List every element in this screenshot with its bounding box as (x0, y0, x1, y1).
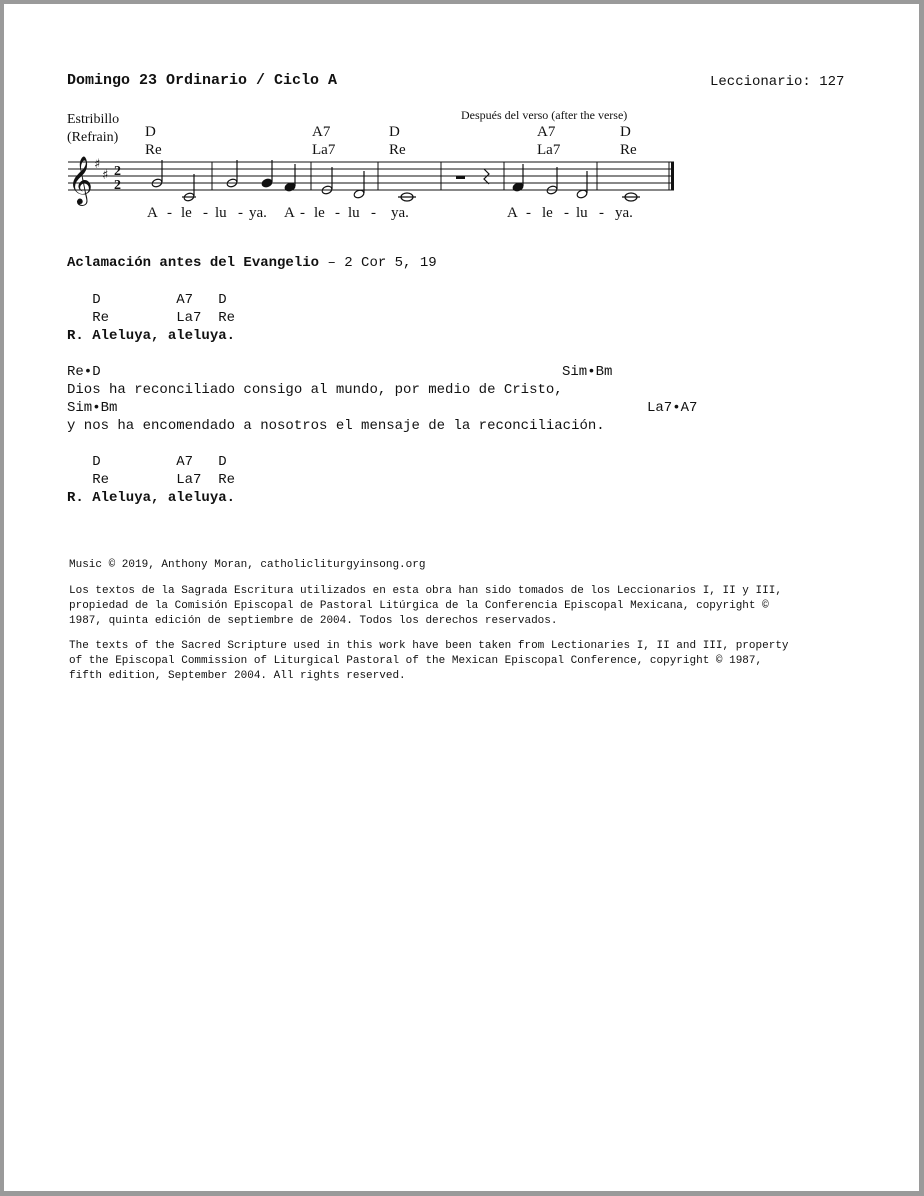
verse-chord: Re•D (67, 364, 101, 380)
verse-chord: La7•A7 (647, 400, 698, 416)
lyric-hyphen: - (564, 205, 569, 221)
lyric-hyphen: - (300, 205, 305, 221)
refrain-label: Estribillo (67, 112, 120, 127)
svg-text:♯: ♯ (102, 168, 109, 183)
chord-es: Re (620, 142, 637, 158)
verse-line: Dios ha reconciliado consigo al mundo, por medio de Cristo, (67, 382, 563, 398)
lyric-syllable: lu (576, 205, 588, 221)
svg-text:♯: ♯ (94, 157, 101, 172)
page-title: Domingo 23 Ordinario / Ciclo A (67, 72, 338, 89)
lyric-hyphen: - (203, 205, 208, 221)
chord-es: Re (389, 142, 406, 158)
after-verse-label: Después del verso (after the verse) (461, 108, 628, 122)
lyric-syllable: lu (215, 205, 227, 221)
lyric-syllable: le (181, 205, 192, 221)
response-chords-es: Re La7 Re (67, 310, 236, 326)
chord-es: La7 (312, 142, 336, 158)
lyric-syllable: le (542, 205, 553, 221)
response-text: R. Aleluya, aleluya. (67, 490, 236, 506)
music-staff (64, 152, 684, 212)
response-chords-en: D A7 D (67, 454, 227, 470)
lyric-hyphen: - (238, 205, 243, 221)
lyric-hyphen: - (599, 205, 604, 221)
lyric-syllable: ya. (391, 205, 409, 221)
lyric-syllable: A (507, 205, 518, 221)
refrain-label-en: (Refrain) (67, 130, 119, 145)
section-title: Aclamación antes del Evangelio (67, 255, 320, 271)
chord-en: D (620, 124, 631, 140)
chord-en: A7 (537, 124, 556, 140)
lyric-hyphen: - (526, 205, 531, 221)
verse-chord: Sim•Bm (67, 400, 118, 416)
svg-text:2: 2 (114, 164, 121, 179)
chord-es: La7 (537, 142, 561, 158)
copyright-spanish: Los textos de la Sagrada Escritura utilizados en esta obra han sido tomados de los Leccionarios I, II y III, propiedad de la Comisión Episcopal de Pastoral Litúrgica de la Conferencia Episcopal Mexicana, copyright © 1987, quinta edición de septiembre de 2004. Todos los derechos reservados. (69, 585, 782, 627)
lyric-syllable: ya. (615, 205, 633, 221)
scripture-reference: – 2 Cor 5, 19 (319, 255, 437, 271)
chord-es: Re (145, 142, 162, 158)
svg-text:2: 2 (114, 178, 121, 193)
chord-en: D (145, 124, 156, 140)
response-text: R. Aleluya, aleluya. (67, 328, 236, 344)
copyright-english: The texts of the Sacred Scripture used in this work have been taken from Lectionaries I, II and III, property of the Episcopal Commission of Liturgical Pastoral of the Mexican Episcopal Conference, copyright © 1987, fifth edition, September 2004. All rights reserved. (69, 640, 789, 682)
verse-chord: Sim•Bm (562, 364, 613, 380)
verse-line: y nos ha encomendado a nosotros el mensaje de la reconciliación. (67, 418, 605, 434)
svg-text:𝄞: 𝄞 (68, 155, 93, 204)
response-chords-es: Re La7 Re (67, 472, 236, 488)
section-heading (67, 254, 437, 272)
lyric-hyphen: - (167, 205, 172, 221)
page (4, 4, 919, 1191)
lyric-syllable: A (284, 205, 295, 221)
lyric-hyphen: - (371, 205, 376, 221)
chord-en: A7 (312, 124, 331, 140)
lyric-hyphen: - (335, 205, 340, 221)
response-chords-en: D A7 D (67, 292, 227, 308)
lyric-syllable: ya. (249, 205, 267, 221)
music-credit: Music © 2019, Anthony Moran, catholicliturgyinsong.org (69, 559, 426, 571)
lectionary-number: Leccionario: 127 (710, 74, 845, 90)
chord-en: D (389, 124, 400, 140)
lyric-syllable: lu (348, 205, 360, 221)
lyric-syllable: A (147, 205, 158, 221)
lyric-syllable: le (314, 205, 325, 221)
